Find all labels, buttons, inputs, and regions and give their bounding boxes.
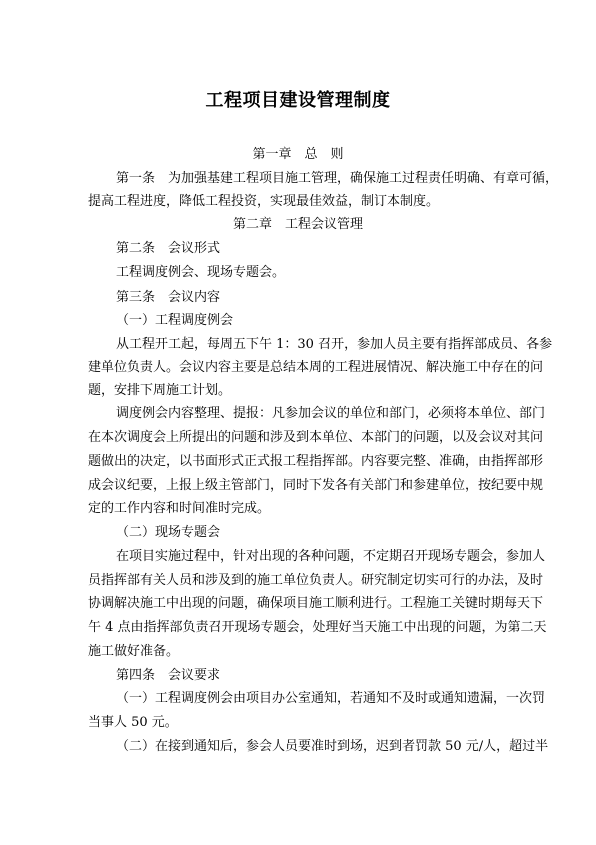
paragraph-3-line-2: 员指挥部有关人员和涉及到的施工单位负责人。研究制定切实可行的办法，及时 xyxy=(88,573,544,588)
paragraph-1-line-1: 从工程开工起，每周五下午 1：30 召开，参加人员主要有指挥部成员、各参 xyxy=(116,337,553,352)
section-2-heading: （二）现场专题会 xyxy=(116,525,221,540)
paragraph-3-line-5: 施工做好准备。 xyxy=(88,644,180,659)
paragraph-3-line-3: 协调解决施工中出现的问题，确保项目施工顺利进行。工程施工关键时期每天下 xyxy=(88,596,544,611)
paragraph-3-line-4: 午 4 点由指挥部负责召开现场专题会，处理好当天施工中出现的问题，为第二天 xyxy=(88,620,547,635)
article-1-line-1: 第一条 为加强基建工程项目施工管理，确保施工过程责任明确、有章可循， xyxy=(116,171,559,186)
requirement-2-line-1: （二）在接到通知后，参会人员要准时到场，迟到者罚款 50 元/人，超过半 xyxy=(116,739,549,754)
paragraph-2-line-3: 题做出的决定，以书面形式正式报工程指挥部。内容要完整、准确，由指挥部形 xyxy=(88,454,544,469)
requirement-1-line-1: （一）工程调度例会由项目办公室通知，若通知不及时或通知遗漏，一次罚 xyxy=(116,691,546,706)
paragraph-2-line-2: 在本次调度会上所提出的问题和涉及到本单位、本部门的问题，以及会议对其问 xyxy=(88,430,544,445)
document-title: 工程项目建设管理制度 xyxy=(205,90,391,111)
article-3-heading: 第三条 会议内容 xyxy=(116,290,221,305)
chapter-1-heading: 第一章 总 则 xyxy=(252,147,344,162)
article-1-line-2: 提高工程进度，降低工程投资，实现最佳效益，制订本制度。 xyxy=(88,194,440,209)
chapter-2-heading: 第二章 工程会议管理 xyxy=(232,217,363,232)
paragraph-3-line-1: 在项目实施过程中，针对出现的各种问题，不定期召开现场专题会，参加人 xyxy=(116,549,546,564)
section-1-heading: （一）工程调度例会 xyxy=(116,313,234,328)
paragraph-2-line-5: 定的工作内容和时间准时完成。 xyxy=(88,501,271,516)
article-2-body: 工程调度例会、现场专题会。 xyxy=(116,265,286,280)
paragraph-1-line-3: 题，安排下周施工计划。 xyxy=(88,383,232,398)
paragraph-1-line-2: 建单位负责人。会议内容主要是总结本周的工程进展情况、解决施工中存在的问 xyxy=(88,360,544,375)
paragraph-2-line-1: 调度例会内容整理、提报：凡参加会议的单位和部门，必须将本单位、部门 xyxy=(116,406,546,421)
article-2-heading: 第二条 会议形式 xyxy=(116,241,221,256)
paragraph-2-line-4: 成会议纪要，上报上级主管部门，同时下发各有关部门和参建单位，按纪要中规 xyxy=(88,478,544,493)
requirement-1-line-2: 当事人 50 元。 xyxy=(88,715,178,730)
article-4-heading: 第四条 会议要求 xyxy=(116,668,221,683)
